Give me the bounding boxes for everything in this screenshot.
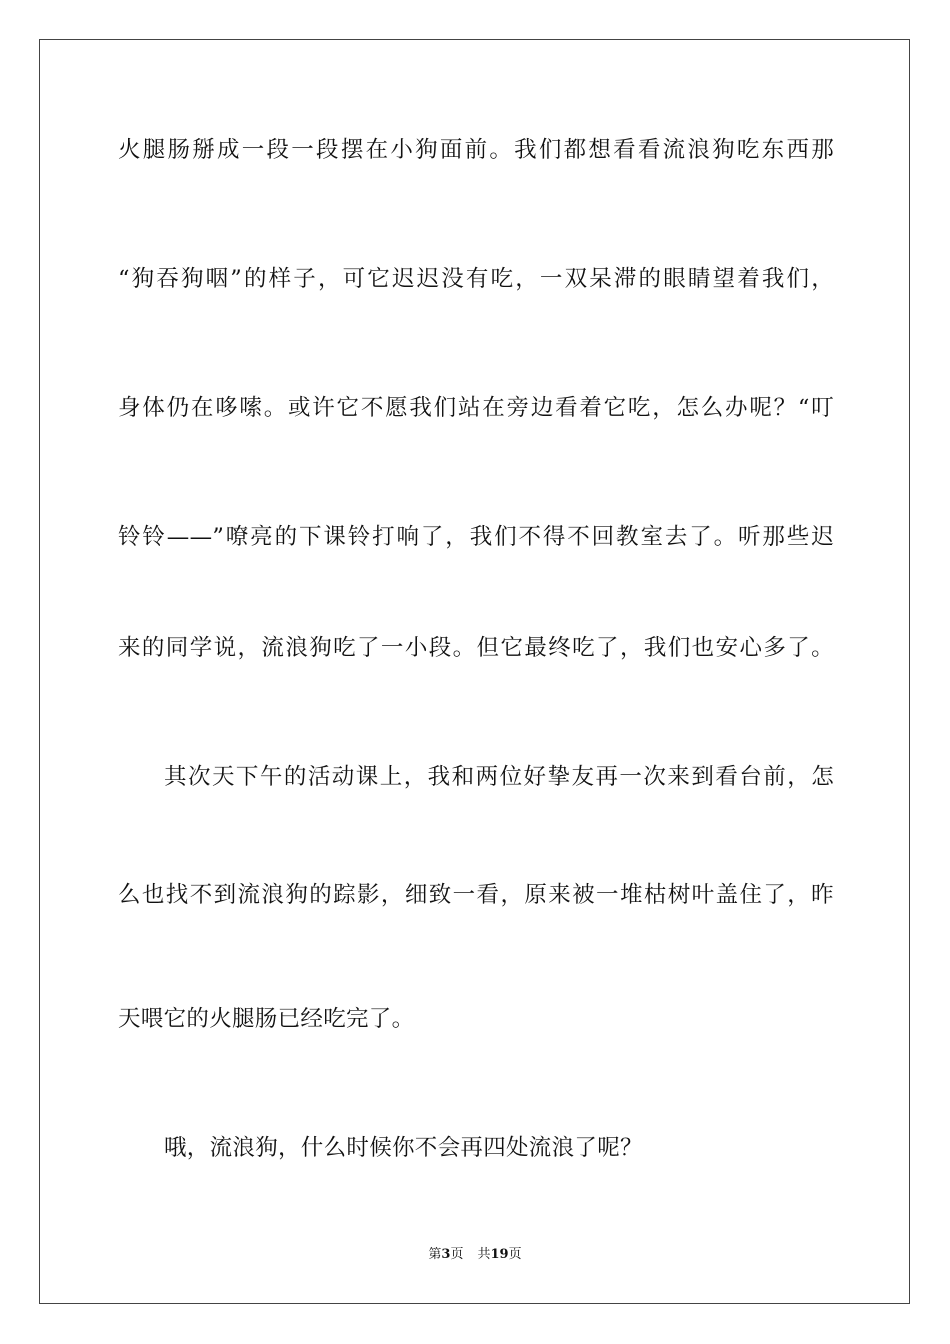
text-line: 身体仍在哆嗦。或许它不愿我们站在旁边看着它吃，怎么办呢？“叮 [118, 395, 834, 421]
text-line: 火腿肠掰成一段一段摆在小狗面前。我们都想看看流浪狗吃东西那 [118, 137, 834, 163]
page-prefix: 第 [428, 1247, 442, 1262]
page-number: 3 [441, 1247, 451, 1262]
paragraph-first-line: 其次天下午的活动课上，我和两位好挚友再一次来到看台前，怎 [164, 764, 834, 790]
total-suffix: 页 [508, 1247, 522, 1262]
text-line: 天喂它的火腿肠已经吃完了。 [118, 1006, 415, 1032]
total-prefix: 共 [477, 1247, 491, 1262]
paragraph-first-line: 哦，流浪狗，什么时候你不会再四处流浪了呢？ [164, 1135, 643, 1161]
text-line: 来的同学说，流浪狗吃了一小段。但它最终吃了，我们也安心多了。 [118, 635, 834, 661]
page-suffix: 页 [450, 1247, 464, 1262]
total-pages: 19 [490, 1247, 509, 1262]
text-line: 么也找不到流浪狗的踪影，细致一看，原来被一堆枯树叶盖住了，昨 [118, 882, 834, 908]
text-line: “狗吞狗咽”的样子，可它迟迟没有吃，一双呆滞的眼睛望着我们， [118, 266, 834, 292]
text-line: 铃铃——”嘹亮的下课铃打响了，我们不得不回教室去了。听那些迟 [118, 524, 834, 550]
page-border [39, 39, 910, 1304]
page-footer [0, 1245, 950, 1265]
